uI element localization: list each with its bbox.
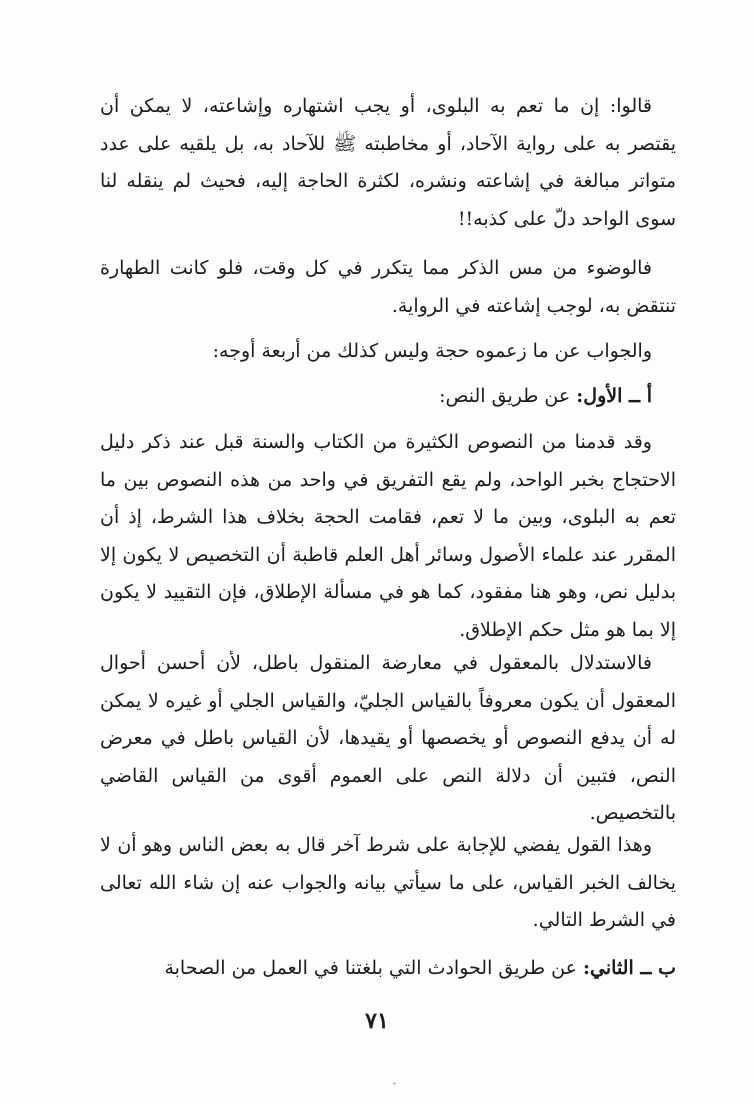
page-number: ٧١ [365, 1008, 389, 1034]
paragraph-text: والجواب عن ما زعموه حجة وليس كذلك من أربعة أوجه: [212, 340, 652, 362]
heading-text: عن طريق النص: [439, 385, 571, 407]
paragraph-text: فالوضوء من مس الذكر مما يتكرر في كل وقت، فلو كانت الطهارة تنتقض به، لوجب إشاعته في الرواية. [100, 257, 676, 317]
paragraph-text: فالاستدلال بالمعقول في معارضة المنقول باطل، لأن أحسن أحوال المعقول أن يكون معروفاً بالقياس الجليّ، والقياس الجلي أو غيره لا يمكن له أن يدفع النصوص أو يخصصها أو يقيدها، لأن القياس باطل في معرض النص، فتبين أن دلالة النص على العموم أقوى من القياس القاضي بالتخصيص. [100, 652, 676, 824]
paragraph-text: قالوا: إن ما تعم به البلوى، أو يجب اشتهاره وإشاعته، لا يمكن أن يقتصر به على رواية الآحاد، أو مخاطبته ﷺ للآحاد به، بل يلقيه على عدد متواتر مبالغة في إشاعته ونشره، لكثرة الحاجة إليه، فحيث لم ينقله لنا سوى الواحد دلّ على كذبه!! [100, 95, 676, 230]
paragraph-wudu-example [100, 250, 676, 325]
heading-second-aspect [100, 950, 676, 988]
paragraph-reasoning [100, 645, 676, 833]
paragraph-qiyas-condition [100, 827, 676, 940]
heading-text: عن طريق الحوادث التي بلغتنا في العمل من الصحابة [164, 957, 577, 979]
paragraph-text: وهذا القول يفضي للإجابة على شرط آخر قال به بعض الناس وهو أن لا يخالف الخبر القياس، على ما سيأتي بيانه والجواب عنه إن شاء الله تعالى في الشرط التالي. [100, 834, 676, 931]
heading-label: ب ــ الثاني: [583, 957, 676, 979]
paragraph-answer-intro [100, 333, 676, 371]
paragraph-claim [100, 88, 676, 238]
heading-line [100, 950, 676, 988]
scan-speck [393, 1082, 396, 1085]
heading-label: أ ــ الأول: [576, 385, 652, 407]
heading-line [100, 378, 676, 416]
paragraph-text: وقد قدمنا من النصوص الكثيرة من الكتاب والسنة قبل عند ذكر دليل الاحتجاج بخبر الواحد، ولم يقع التفريق في واحد من هذه النصوص بين ما تعم به البلوى، وبين ما لا تعم، فقامت الحجة بخلاف هذا الشرط، إذ أن المقرر عند علماء الأصول وسائر أهل العلم قاطبة أن التخصيص لا يكون إلا بدليل نص، وهو هنا مفقود، كما هو في مسألة الإطلاق، فإن التقييد لا يكون إلا بما هو مثل حكم الإطلاق. [100, 431, 676, 641]
paragraph-texts-evidence [100, 424, 676, 649]
heading-first-aspect [100, 378, 676, 416]
